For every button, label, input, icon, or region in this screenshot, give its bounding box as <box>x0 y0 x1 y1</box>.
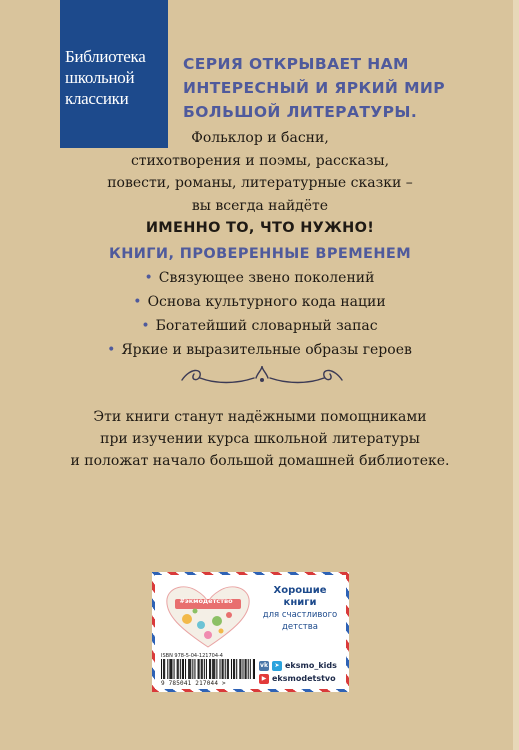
genres-paragraph <box>50 127 470 240</box>
list-item-text: Основа культурного кода нации <box>147 294 386 310</box>
social-row[interactable] <box>259 672 349 685</box>
social-handle: eksmo_kids <box>285 661 337 670</box>
barcode-bar <box>212 659 213 679</box>
barcode-bar <box>236 659 237 679</box>
barcode-bar <box>182 659 183 679</box>
closing-paragraph <box>40 406 480 472</box>
barcode-bar <box>202 659 203 679</box>
list-item-text: Богатейший словарный запас <box>155 318 378 334</box>
barcode-bar <box>248 659 249 679</box>
closing-line: при изучении курса школьной литературы <box>100 431 420 447</box>
list-item <box>0 266 519 290</box>
barcode-bar <box>183 659 184 679</box>
slogan-line: для счастливого <box>262 610 338 620</box>
telegram-icon: ➤ <box>272 661 282 671</box>
barcode-bar <box>219 659 220 679</box>
vk-icon: vk <box>260 661 268 669</box>
feature-list <box>0 266 519 362</box>
youtube-icon: ▶ <box>259 674 269 684</box>
list-item <box>0 338 519 362</box>
barcode-bar <box>250 659 251 679</box>
barcode-bar <box>225 659 226 679</box>
series-badge-line: классики <box>65 89 129 108</box>
series-badge <box>60 0 168 148</box>
bullet-icon: • <box>133 294 142 310</box>
barcode-bar <box>246 659 247 679</box>
barcode-bar <box>171 659 172 679</box>
barcode-number: 9 785041 217044 > <box>161 680 255 687</box>
barcode-bar <box>198 659 199 679</box>
ornament-divider-icon <box>176 360 348 390</box>
barcode-bar <box>213 659 214 679</box>
barcode-bar <box>194 659 195 679</box>
barcode-bar <box>231 659 232 679</box>
bullet-icon: • <box>141 318 150 334</box>
barcode-bar <box>239 659 240 679</box>
barcode-bar <box>174 659 175 679</box>
list-item <box>0 314 519 338</box>
barcode-bar <box>190 659 191 679</box>
sticker-body <box>155 575 346 689</box>
barcode-bar <box>167 659 168 679</box>
barcode-bar <box>199 659 200 679</box>
barcode-bar <box>240 659 241 679</box>
barcode-bar <box>233 659 234 679</box>
heart-logo-icon <box>161 581 255 651</box>
list-item-text: Яркие и выразительные образы героев <box>121 342 412 358</box>
barcode-bar <box>234 659 235 679</box>
slogan-line: книги <box>283 597 317 608</box>
closing-line: и положат начало большой домашней библиотеке. <box>70 453 450 469</box>
barcode-bar <box>180 659 181 679</box>
genres-line: стихотворения и поэмы, рассказы, <box>130 152 390 169</box>
bullet-icon: • <box>144 270 153 286</box>
bullet-icon: • <box>107 342 116 358</box>
barcode-bar <box>209 659 210 679</box>
genres-emphasis: ИМЕННО ТО, ЧТО НУЖНО! <box>145 220 375 236</box>
barcode-bar <box>242 659 243 679</box>
social-row[interactable] <box>259 659 349 672</box>
list-item-text: Связующее звено поколений <box>158 270 375 286</box>
barcode-bar <box>178 659 179 679</box>
subheading: КНИГИ, ПРОВЕРЕННЫЕ ВРЕМЕНЕМ <box>108 246 412 262</box>
hashtag-label: #экмодетство <box>179 597 233 605</box>
barcode-bar <box>170 659 171 679</box>
barcode-bar <box>253 659 254 679</box>
publisher-sticker <box>152 572 349 692</box>
headline-line: ИНТЕРЕСНЫЙ И ЯРКИЙ МИР <box>183 79 446 97</box>
barcode-bar <box>201 659 202 679</box>
barcode-bar <box>192 659 193 679</box>
barcode-bar <box>164 659 165 679</box>
headline <box>183 52 513 124</box>
isbn-label: ISBN 978-5-04-121704-4 <box>161 653 223 659</box>
genres-line: повести, романы, литературные сказки – <box>107 175 413 191</box>
barcode-bar <box>210 659 211 679</box>
closing-line: Эти книги станут надёжными помощниками <box>93 409 427 425</box>
barcode-bar <box>254 659 255 679</box>
slogan <box>251 585 349 633</box>
barcode-bar <box>185 659 186 679</box>
social-links <box>259 659 349 685</box>
barcode-bar <box>161 659 162 679</box>
headline-line: СЕРИЯ ОТКРЫВАЕТ НАМ <box>183 55 409 73</box>
barcode-bar <box>223 659 224 679</box>
barcode-bar <box>177 659 178 679</box>
barcode-bar <box>245 659 246 679</box>
barcode-bar <box>188 659 189 679</box>
barcode-bar <box>228 659 229 679</box>
series-badge-line: Библиотека <box>65 47 146 66</box>
series-badge-line: школьной <box>65 68 135 87</box>
social-handle: eksmodetstvo <box>272 674 336 683</box>
barcode-bar <box>214 659 215 679</box>
barcode-bar <box>189 659 190 679</box>
genres-line: Фольклор и басни, <box>191 130 329 146</box>
slogan-line: Хорошие <box>273 585 327 596</box>
list-item <box>0 290 519 314</box>
barcode-bar <box>169 659 170 679</box>
headline-line: БОЛЬШОЙ ЛИТЕРАТУРЫ. <box>183 103 418 121</box>
genres-line: вы всегда найдёте <box>191 197 329 214</box>
barcode-bar <box>206 659 207 679</box>
barcode-bar <box>204 659 205 679</box>
slogan-line: детства <box>282 622 318 632</box>
spine-edge <box>513 0 519 750</box>
barcode-bar <box>222 659 223 679</box>
barcode-bar <box>163 659 164 679</box>
barcode-bar <box>227 659 228 679</box>
barcode-bar <box>216 659 217 679</box>
